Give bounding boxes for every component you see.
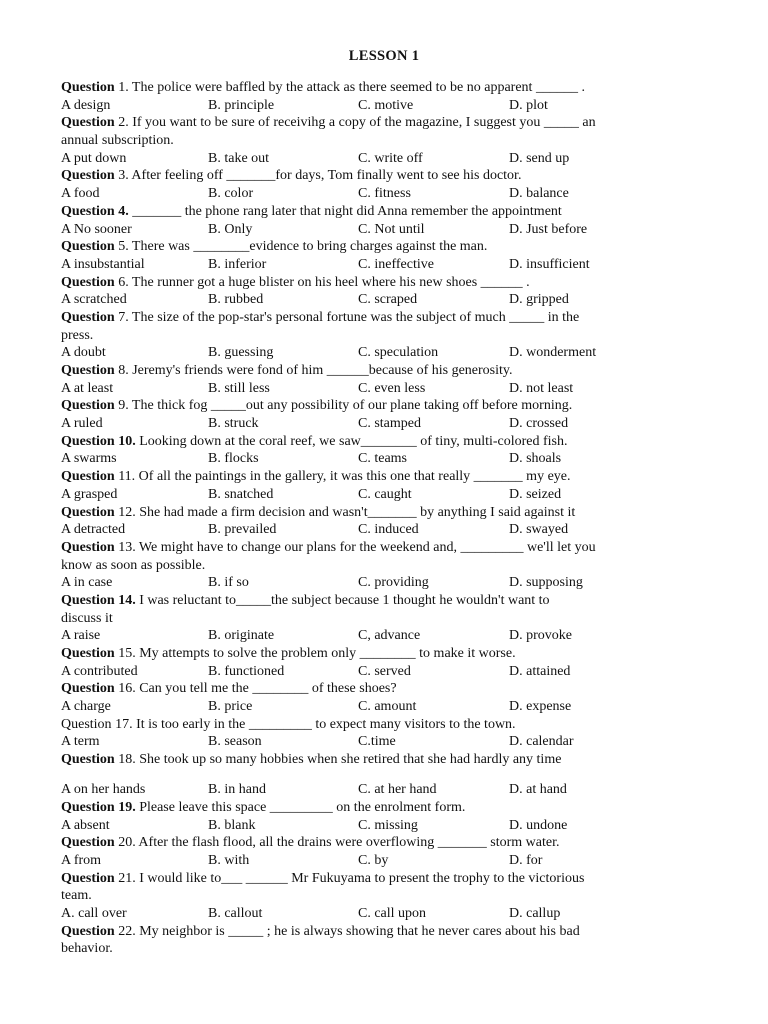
answer-option-d[interactable]: D. swayed bbox=[509, 522, 569, 538]
question-stem bbox=[61, 114, 701, 132]
answer-options bbox=[61, 450, 701, 468]
answer-option-b[interactable]: B. prevailed bbox=[208, 522, 277, 538]
answer-option-b[interactable]: B. if so bbox=[208, 575, 249, 591]
question-block bbox=[61, 167, 701, 202]
question-text: . I would like to___ ______ Mr Fukuyama to present the trophy to the victorious bbox=[132, 870, 585, 886]
answer-options bbox=[61, 627, 701, 645]
answer-options bbox=[61, 852, 701, 870]
answer-option-c[interactable]: C. induced bbox=[358, 522, 419, 538]
question-block bbox=[61, 834, 701, 869]
question-stem bbox=[61, 870, 701, 888]
answer-options bbox=[61, 256, 701, 274]
answer-option-c[interactable]: C. by bbox=[358, 852, 389, 868]
question-block bbox=[61, 592, 701, 645]
question-number: 17 bbox=[111, 716, 130, 732]
answer-option-d[interactable]: D. insufficient bbox=[509, 256, 590, 272]
question-text: . We might have to change our plans for the weekend and, _________ we'll let you bbox=[132, 539, 596, 555]
question-block bbox=[61, 274, 701, 309]
question-label: Question bbox=[61, 539, 115, 555]
question-stem bbox=[61, 433, 701, 451]
question-number: 20 bbox=[114, 835, 133, 851]
question-label: Question bbox=[61, 168, 115, 184]
answer-option-b[interactable]: B. inferior bbox=[208, 256, 267, 272]
question-number: 21 bbox=[114, 870, 133, 886]
question-text: . It is too early in the _________ to expect many visitors to the town. bbox=[129, 716, 516, 732]
question-stem bbox=[61, 923, 701, 941]
question-text: . If you want to be sure of receivihg a copy of the magazine, I suggest you _____ an bbox=[125, 115, 596, 131]
answer-option-c[interactable]: C. even less bbox=[358, 380, 426, 396]
question-text: . The police were baffled by the attack as there seemed to be no apparent ______ . bbox=[125, 80, 585, 95]
answer-option-a[interactable]: A put down bbox=[61, 150, 127, 166]
answer-option-c[interactable]: C. speculation bbox=[358, 345, 439, 361]
answer-option-a[interactable]: A No sooner bbox=[61, 221, 132, 237]
question-stem bbox=[61, 203, 701, 221]
answer-option-d[interactable]: D. expense bbox=[509, 699, 572, 715]
answer-option-b[interactable]: B. snatched bbox=[208, 486, 274, 502]
answer-option-d[interactable]: D. not least bbox=[509, 380, 574, 396]
question-text: I was reluctant to_____the subject because 1 thought he wouldn't want to bbox=[135, 592, 550, 608]
question-label: Question bbox=[61, 398, 115, 414]
question-text: . She had made a firm decision and wasn't_______ by anything I said against it bbox=[132, 504, 576, 520]
question-text: . My attempts to solve the problem only ________ to make it worse. bbox=[132, 646, 516, 661]
answer-option-d[interactable]: D. wonderment bbox=[509, 345, 597, 361]
question-text: Please leave this space _________ on the enrolment form. bbox=[135, 799, 466, 815]
question-label: Question bbox=[61, 504, 115, 520]
question-number: 3 bbox=[114, 168, 126, 184]
answer-option-b[interactable]: B. color bbox=[208, 186, 254, 202]
answer-options bbox=[61, 97, 701, 115]
lesson-title: LESSON 1 bbox=[348, 48, 420, 64]
answer-option-c[interactable]: C. ineffective bbox=[358, 256, 434, 272]
answer-option-a[interactable]: A. call over bbox=[61, 905, 127, 921]
answer-options bbox=[61, 663, 701, 681]
answer-options bbox=[61, 905, 701, 923]
answer-option-a[interactable]: A term bbox=[61, 734, 100, 750]
question-label: Question bbox=[61, 80, 115, 95]
answer-option-d[interactable]: D. gripped bbox=[509, 292, 569, 308]
answer-option-a[interactable]: A charge bbox=[61, 699, 111, 715]
question-number: 1 bbox=[114, 80, 126, 95]
question-text-continued: discuss it bbox=[61, 610, 113, 626]
question-label: Question bbox=[61, 592, 115, 608]
question-block bbox=[61, 362, 701, 397]
question-number: 6 bbox=[114, 274, 126, 290]
question-stem bbox=[61, 539, 701, 557]
question-label: Question bbox=[61, 681, 115, 697]
question-block bbox=[61, 870, 701, 923]
answer-option-d[interactable]: D. attained bbox=[509, 663, 571, 679]
answer-option-b[interactable]: B. callout bbox=[208, 905, 263, 921]
answer-options bbox=[61, 486, 701, 504]
question-label: Question bbox=[61, 752, 115, 768]
answer-option-c[interactable]: C. served bbox=[358, 663, 411, 679]
answer-option-c[interactable]: C. teams bbox=[358, 451, 407, 467]
question-stem bbox=[61, 309, 701, 327]
question-text: . After feeling off _______for days, Tom finally went to see his doctor. bbox=[125, 168, 522, 184]
question-block bbox=[61, 238, 701, 273]
answer-option-a[interactable]: A at least bbox=[61, 380, 114, 396]
answer-option-d[interactable]: D. crossed bbox=[509, 416, 569, 432]
question-number: 13 bbox=[114, 539, 133, 555]
question-block bbox=[61, 680, 701, 715]
question-list bbox=[61, 79, 701, 958]
question-label: Question bbox=[61, 309, 115, 325]
answer-option-c[interactable]: C. stamped bbox=[358, 416, 421, 432]
question-stem bbox=[61, 592, 701, 610]
question-label: Question bbox=[61, 469, 115, 485]
question-number: 16 bbox=[114, 681, 133, 697]
question-block bbox=[61, 799, 701, 834]
answer-option-b[interactable]: B. blank bbox=[208, 817, 256, 833]
question-stem bbox=[61, 167, 701, 185]
question-text-continued: know as soon as possible. bbox=[61, 557, 206, 573]
answer-options bbox=[61, 344, 701, 362]
answer-option-d[interactable]: D. callup bbox=[509, 905, 561, 921]
answer-options bbox=[61, 574, 701, 592]
answer-option-b[interactable]: B. functioned bbox=[208, 663, 285, 679]
question-label: Question bbox=[61, 716, 112, 732]
answer-option-c[interactable]: C. fitness bbox=[358, 186, 411, 202]
answer-option-b[interactable]: B. guessing bbox=[208, 345, 274, 361]
answer-option-c[interactable]: C. missing bbox=[358, 817, 418, 833]
question-text: . The runner got a huge blister on his heel where his new shoes ______ . bbox=[125, 274, 530, 290]
answer-option-a[interactable]: A detracted bbox=[61, 522, 126, 538]
answer-option-b[interactable]: B. season bbox=[208, 734, 262, 750]
question-stem bbox=[61, 274, 701, 292]
answer-options bbox=[61, 817, 701, 835]
answer-option-c[interactable]: C. call upon bbox=[358, 905, 427, 921]
answer-option-a[interactable]: A scratched bbox=[61, 292, 127, 308]
answer-option-b[interactable]: B. take out bbox=[208, 150, 270, 166]
answer-option-c[interactable]: C, advance bbox=[358, 628, 421, 644]
answer-option-a[interactable]: A insubstantial bbox=[61, 256, 145, 272]
answer-option-d[interactable]: D. send up bbox=[509, 150, 570, 166]
answer-option-d[interactable]: D. for bbox=[509, 852, 543, 868]
answer-option-d[interactable]: D. provoke bbox=[509, 628, 572, 644]
answer-option-b[interactable]: B. price bbox=[208, 699, 253, 715]
question-stem bbox=[61, 504, 701, 522]
answer-option-d[interactable]: D. seized bbox=[509, 486, 562, 502]
answer-option-a[interactable]: A swarms bbox=[61, 451, 117, 467]
answer-option-c[interactable]: C. providing bbox=[358, 575, 429, 591]
question-number: 15 bbox=[114, 646, 133, 661]
question-block bbox=[61, 716, 701, 751]
answer-options bbox=[61, 380, 701, 398]
question-block bbox=[61, 79, 701, 114]
question-stem bbox=[61, 645, 701, 663]
answer-options bbox=[61, 291, 701, 309]
answer-option-b[interactable]: B. flocks bbox=[208, 451, 259, 467]
question-label: Question bbox=[61, 646, 115, 661]
question-number: 11 bbox=[114, 469, 132, 485]
question-number: 2 bbox=[114, 115, 126, 131]
question-stem bbox=[61, 397, 701, 415]
answer-option-d[interactable]: D. calendar bbox=[509, 734, 574, 750]
question-number: 5 bbox=[114, 239, 126, 255]
question-text: . There was ________evidence to bring charges against the man. bbox=[125, 239, 488, 255]
question-text: . My neighbor is _____ ; he is always showing that he never cares about his bad bbox=[132, 923, 580, 939]
answer-option-c[interactable]: C. Not until bbox=[358, 221, 425, 237]
question-stem bbox=[61, 362, 701, 380]
answer-option-b[interactable]: B. with bbox=[208, 852, 250, 868]
answer-option-d[interactable]: D. at hand bbox=[509, 782, 567, 798]
question-label: Question bbox=[61, 203, 115, 219]
question-stem bbox=[61, 716, 701, 734]
question-block bbox=[61, 751, 701, 799]
question-block bbox=[61, 397, 701, 432]
answer-option-b[interactable]: B. originate bbox=[208, 628, 275, 644]
question-text: . She took up so many hobbies when she retired that she had hardly any time bbox=[132, 752, 562, 768]
question-number: 22 bbox=[114, 923, 133, 939]
answer-option-a[interactable]: A ruled bbox=[61, 416, 103, 432]
question-label: Question bbox=[61, 239, 115, 255]
answer-option-d[interactable]: D. shoals bbox=[509, 451, 562, 467]
answer-option-b[interactable]: B. in hand bbox=[208, 782, 266, 798]
answer-option-d[interactable]: D. Just before bbox=[509, 221, 588, 237]
answer-option-a[interactable]: A doubt bbox=[61, 345, 106, 361]
answer-options bbox=[61, 698, 701, 716]
question-number: 10. bbox=[114, 433, 136, 449]
question-text: . The thick fog _____out any possibility of our plane taking off before morning. bbox=[125, 398, 573, 414]
answer-option-a[interactable]: A grasped bbox=[61, 486, 118, 502]
question-text-continued: press. bbox=[61, 327, 94, 343]
question-label: Question bbox=[61, 870, 115, 886]
question-label: Question bbox=[61, 835, 115, 851]
question-text: _______ the phone rang later that night did Anna remember the appointment bbox=[128, 203, 562, 219]
question-stem bbox=[61, 751, 701, 781]
question-number: 12 bbox=[114, 504, 133, 520]
answer-option-a[interactable]: A contributed bbox=[61, 663, 138, 679]
answer-option-a[interactable]: A in case bbox=[61, 575, 113, 591]
question-label: Question bbox=[61, 923, 115, 939]
answer-options bbox=[61, 415, 701, 433]
question-stem bbox=[61, 799, 701, 817]
question-number: 7 bbox=[114, 309, 126, 325]
question-label: Question bbox=[61, 433, 115, 449]
question-block bbox=[61, 433, 701, 468]
answer-option-c[interactable]: C. scraped bbox=[358, 292, 418, 308]
answer-option-d[interactable]: D. balance bbox=[509, 186, 569, 202]
answer-option-b[interactable]: B. Only bbox=[208, 221, 253, 237]
answer-options bbox=[61, 521, 701, 539]
answer-option-b[interactable]: B. struck bbox=[208, 416, 259, 432]
question-text-continued: behavior. bbox=[61, 941, 113, 957]
answer-option-b[interactable]: B. rubbed bbox=[208, 292, 264, 308]
answer-option-c[interactable]: C. caught bbox=[358, 486, 412, 502]
question-block bbox=[61, 309, 701, 362]
question-text: Looking down at the coral reef, we saw________ of tiny, multi-colored fish. bbox=[135, 433, 568, 449]
question-label: Question bbox=[61, 799, 115, 815]
question-text: . Jeremy's friends were fond of him ______because of his generosity. bbox=[125, 363, 513, 378]
answer-option-c[interactable]: C. write off bbox=[358, 150, 423, 166]
question-number: 8 bbox=[114, 363, 126, 378]
question-block bbox=[61, 468, 701, 503]
question-text: . After the flash flood, all the drains were overflowing _______ storm water. bbox=[132, 835, 560, 851]
answer-option-a[interactable]: A absent bbox=[61, 817, 110, 833]
answer-option-a[interactable]: A food bbox=[61, 186, 100, 202]
answer-option-c[interactable]: C. amount bbox=[358, 699, 417, 715]
answer-option-c[interactable]: C. motive bbox=[358, 97, 414, 113]
question-text-continued: team. bbox=[61, 888, 92, 904]
question-block bbox=[61, 114, 701, 167]
answer-option-d[interactable]: D. undone bbox=[509, 817, 568, 833]
answer-option-c[interactable]: C. at her hand bbox=[358, 782, 437, 798]
question-number: 18 bbox=[114, 752, 133, 768]
question-stem bbox=[61, 468, 701, 486]
question-label: Question bbox=[61, 115, 115, 131]
question-text: . Of all the paintings in the gallery, it was this one that really _______ my eye. bbox=[131, 469, 571, 485]
answer-option-a[interactable]: A on her hands bbox=[61, 782, 146, 798]
question-number: 4. bbox=[114, 203, 129, 219]
answer-options bbox=[61, 150, 701, 168]
question-label: Question bbox=[61, 363, 115, 378]
question-stem bbox=[61, 238, 701, 256]
question-block bbox=[61, 504, 701, 539]
question-stem bbox=[61, 834, 701, 852]
question-stem bbox=[61, 79, 701, 97]
answer-option-b[interactable]: B. principle bbox=[208, 97, 275, 113]
answer-option-d[interactable]: D. supposing bbox=[509, 575, 583, 591]
answer-options bbox=[61, 733, 701, 751]
answer-options bbox=[61, 185, 701, 203]
question-text: . Can you tell me the ________ of these shoes? bbox=[132, 681, 397, 697]
answer-options bbox=[61, 781, 701, 799]
question-label: Question bbox=[61, 274, 115, 290]
answer-option-a[interactable]: A from bbox=[61, 852, 102, 868]
question-number: 9 bbox=[114, 398, 126, 414]
question-text-continued: annual subscription. bbox=[61, 133, 174, 149]
question-stem bbox=[61, 680, 701, 698]
question-number: 19. bbox=[114, 799, 136, 815]
answer-option-d[interactable]: D. plot bbox=[509, 97, 548, 113]
answer-option-c[interactable]: C.time bbox=[358, 734, 396, 750]
question-block bbox=[61, 923, 701, 958]
answer-option-b[interactable]: B. still less bbox=[208, 380, 270, 396]
answer-option-a[interactable]: A raise bbox=[61, 628, 101, 644]
question-block bbox=[61, 645, 701, 680]
question-block bbox=[61, 539, 701, 592]
answer-options bbox=[61, 221, 701, 239]
question-text: . The size of the pop-star's personal fortune was the subject of much _____ in the bbox=[125, 309, 580, 325]
question-block bbox=[61, 203, 701, 238]
answer-option-a[interactable]: A design bbox=[61, 97, 111, 113]
question-number: 14. bbox=[114, 592, 136, 608]
